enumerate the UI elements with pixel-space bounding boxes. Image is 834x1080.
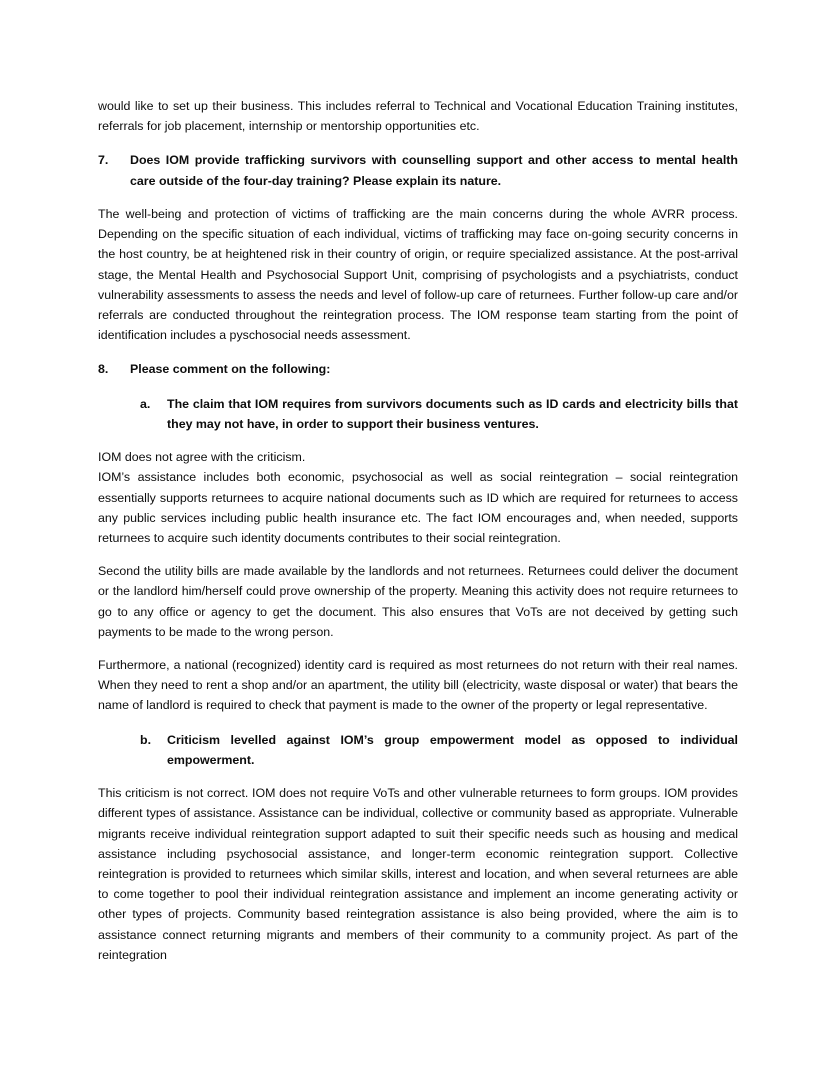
subquestion-8b-letter: b. bbox=[140, 732, 152, 747]
answer-8a-paragraph-3: Furthermore, a national (recognized) identity card is required as most returnees do not return with their real names. When they need to rent a shop and/or an apartment, the utility bill (electricity, waste disposal or water) that bears the name of landlord is required to check that payment is made to the owner of the property or legal representative. bbox=[98, 658, 738, 713]
question-7 bbox=[98, 150, 738, 190]
question-7-text: Does IOM provide trafficking survivors with counselling support and other access to mental health care outside of the four-day training? Please explain its nature. bbox=[130, 153, 738, 188]
answer-8a-line-1: IOM does not agree with the criticism. bbox=[98, 450, 306, 465]
subquestion-8b-text: Criticism levelled against IOM’s group empowerment model as opposed to individual empowerment. bbox=[167, 732, 738, 767]
question-8 bbox=[98, 359, 738, 379]
answer-8a-paragraph-1: IOM’s assistance includes both economic, psychosocial as well as social reintegration – social reintegration essentially supports returnees to acquire national documents such as ID which are required for returnees to access any public services including public health insurance etc. The fact IOM encourages and, when needed, supports returnees to acquire such identity documents contributes to their social reintegration. bbox=[98, 470, 738, 545]
answer-8b-paragraph: This criticism is not correct. IOM does not require VoTs and other vulnerable returnees to form groups. IOM provides different types of assistance. Assistance can be individual, collective or community based as appropriate. Vulnerable migrants receive individual reintegration support adapted to suit their specific needs such as housing and medical assistance including psychosocial assistance, and longer-term economic reintegration support. Collective reintegration is provided to returnees which similar skills, interest and location, and when several returnees are able to come together to pool their individual reintegration assistance and implement an income generating activity or other types of projects. Community based reintegration assistance is also being provided, where the aim is to assistance connect returning migrants and members of their community to a community project. As part of the reintegration bbox=[98, 786, 738, 962]
answer-8a-paragraph-2: Second the utility bills are made available by the landlords and not returnees. Returnees could deliver the document or the landlord him/herself could prove ownership of the property. Meaning this activity does not require returnees to go to any office or agency to get the document. This also ensures that VoTs are not deceived by getting such payments to be made to the wrong person. bbox=[98, 564, 738, 639]
answer-7-paragraph: The well-being and protection of victims of trafficking are the main concerns during the whole AVRR process. Depending on the specific situation of each individual, victims of trafficking may face on-going security concerns in the host country, be at heightened risk in their country of origin, or require specialized assistance. At the post-arrival stage, the Mental Health and Psychosocial Support Unit, comprising of psychologists and a psychiatrists, conduct vulnerability assessments to assess the needs and level of follow-up care of returnees. Further follow-up care and/or referrals are conducted throughout the reintegration process. The IOM response team starting from the point of identification includes a pyschosocial needs assessment. bbox=[98, 206, 738, 343]
question-8-number: 8. bbox=[98, 362, 109, 377]
document-body bbox=[98, 96, 738, 965]
question-8-text: Please comment on the following: bbox=[130, 362, 331, 377]
subquestion-8b bbox=[98, 730, 738, 770]
question-7-number: 7. bbox=[98, 153, 109, 168]
subquestion-8a bbox=[98, 394, 738, 434]
paragraph-continuation: would like to set up their business. This includes referral to Technical and Vocational Education Training institutes, referrals for job placement, internship or mentorship opportunities etc. bbox=[98, 99, 738, 134]
subquestion-8a-letter: a. bbox=[140, 396, 151, 411]
subquestion-8a-text: The claim that IOM requires from survivors documents such as ID cards and electricity bills that they may not have, in order to support their business ventures. bbox=[167, 396, 738, 431]
